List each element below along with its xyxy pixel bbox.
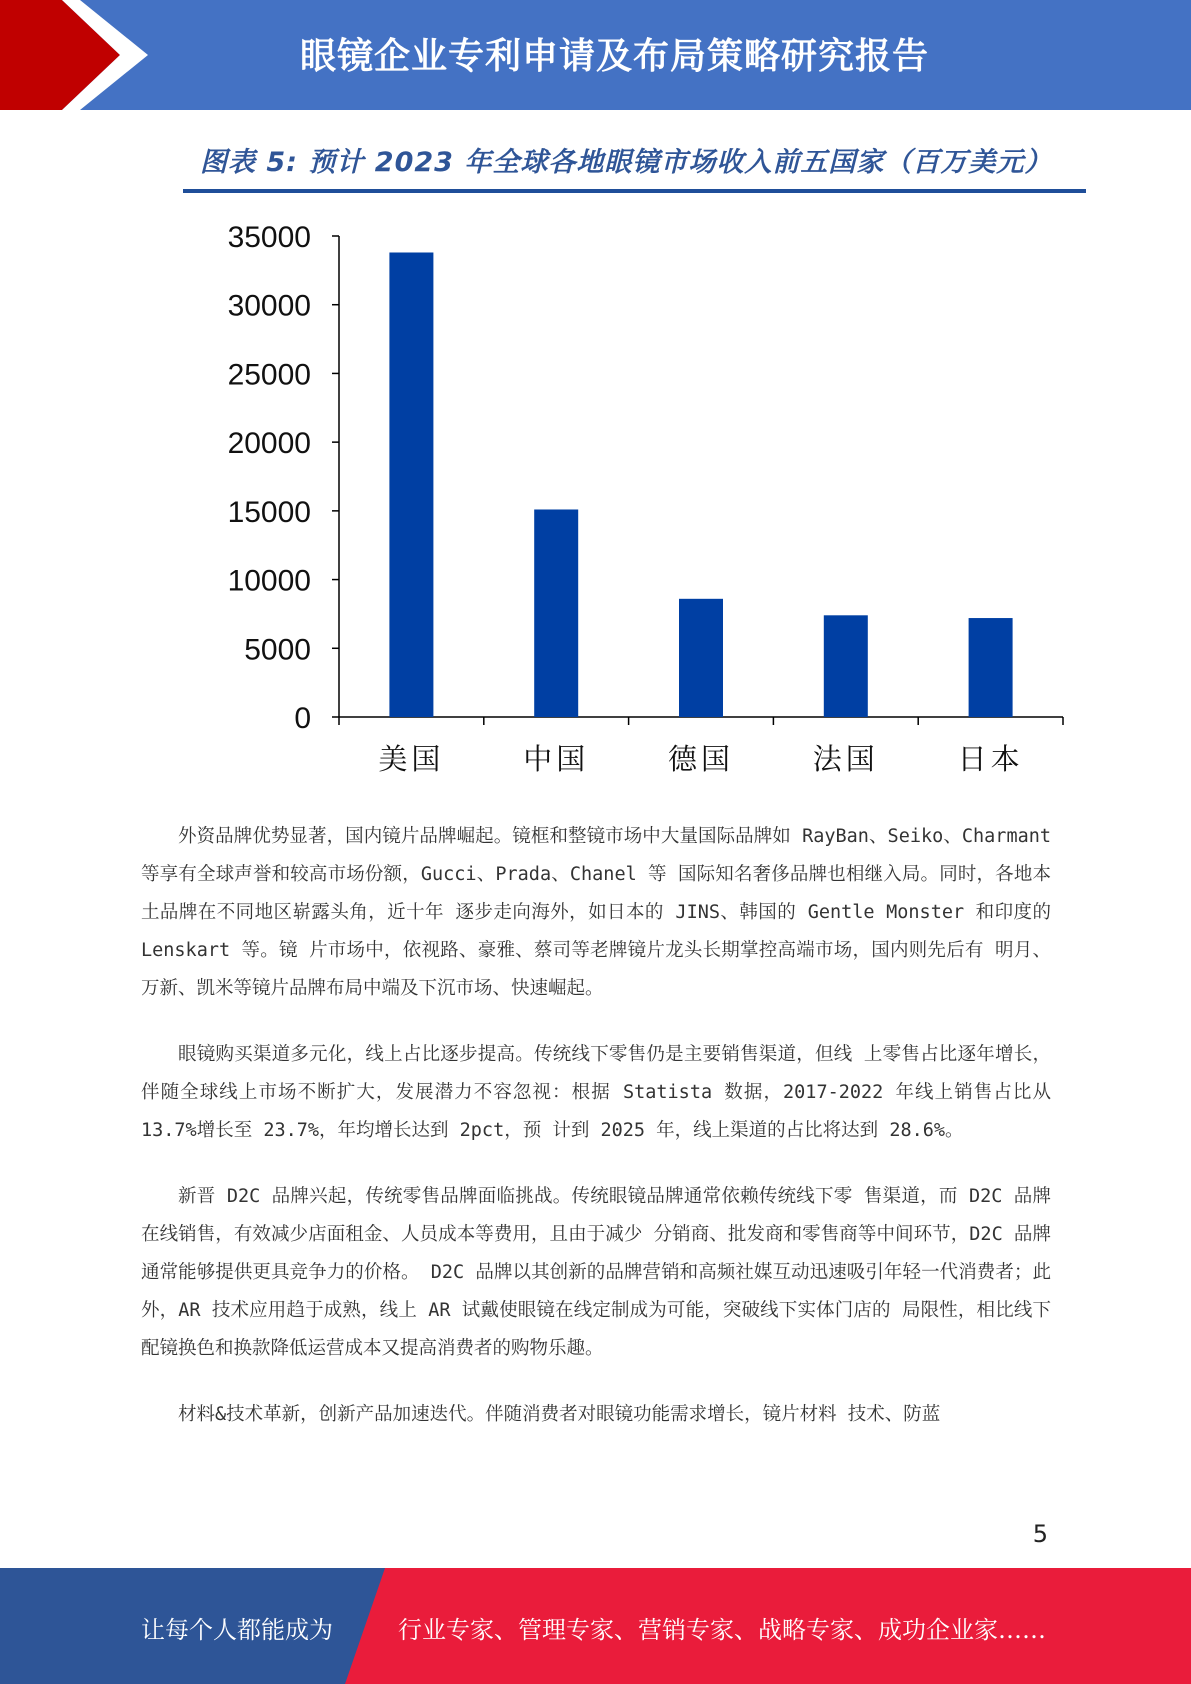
report-title: 眼镜企业专利申请及布局策略研究报告: [300, 36, 930, 77]
paragraph-brands: 外资品牌优势显著，国内镜片品牌崛起。镜框和整镜市场中大量国际品牌如 RayBan、Seiko、Charmant 等享有全球声誉和较高市场份额，Gucci、Prada、Chanel 等 国际知名奢侈品牌也相继入局。同时，各地本土品牌在不同地区崭露头角，近十年 逐步走向海外，如日本的 JINS、韩国的 Gentle Monster 和印度的 Lenskart 等。镜 片市场中，依视路、豪雅、蔡司等老牌镜片龙头长期掌控高端市场，国内则先后有 明月、万新、凯米等镜片品牌布局中端及下沉市场、快速崛起。: [141, 826, 1051, 999]
y-tick-label: 0: [294, 702, 311, 735]
paragraph-channels: 眼镜购买渠道多元化，线上占比逐步提高。传统线下零售仍是主要销售渠道，但线 上零售占比逐年增长，伴随全球线上市场不断扩大，发展潜力不容忽视：根据 Statista 数据，2017-2022 年线上销售占比从 13.7%增长至 23.7%，年均增长达到 2pct，预 计到 2025 年，线上渠道的占比将达到 28.6%。: [141, 1044, 1051, 1141]
y-tick-label: 5000: [244, 633, 311, 667]
footer-slogan-right: 行业专家、管理专家、营销专家、战略专家、成功企业家……: [398, 1616, 1046, 1644]
caption-divider: [183, 189, 1086, 193]
page-number: 5: [1032, 1520, 1048, 1548]
report-body: [141, 818, 1051, 1462]
bar: [824, 615, 868, 717]
figure-caption: 图表 5: 预计 2023 年全球各地眼镜市场收入前五国家（百万美元）: [200, 147, 1053, 178]
x-tick-label: 法国: [812, 742, 879, 776]
bar: [679, 599, 723, 717]
bar: [389, 252, 433, 717]
paragraph-materials: 材料&技术革新，创新产品加速迭代。伴随消费者对眼镜功能需求增长，镜片材料 技术、防蓝: [178, 1404, 941, 1425]
x-tick-label: 德国: [667, 742, 735, 776]
x-tick-label: 美国: [378, 742, 445, 776]
footer-slogan-left: 让每个人都能成为: [141, 1616, 333, 1644]
header-arrow-decoration: [0, 0, 150, 110]
bar: [969, 618, 1013, 717]
y-tick-label: 20000: [227, 427, 311, 461]
y-tick-label: 30000: [227, 289, 311, 323]
x-tick-label: 中国: [523, 742, 590, 776]
revenue-bar-chart: [170, 200, 1090, 790]
y-tick-label: 15000: [227, 495, 311, 529]
paragraph-d2c: 新晋 D2C 品牌兴起，传统零售品牌面临挑战。传统眼镜品牌通常依赖传统线下零 售渠道，而 D2C 品牌在线销售，有效减少店面租金、人员成本等费用，且由于减少 分销商、批发商和零售商等中间环节，D2C 品牌通常能够提供更具竞争力的价格。 D2C 品牌以其创新的品牌营销和高频社媒互动迅速吸引年轻一代消费者；此外，AR 技术应用趋于成熟，线上 AR 试戴使眼镜在线定制成为可能，突破线下实体门店的 局限性，相比线下配镜换色和换款降低运营成本又提高消费者的购物乐趣。: [141, 1186, 1051, 1359]
y-tick-label: 10000: [227, 564, 311, 598]
x-tick-label: 日本: [957, 742, 1024, 776]
page-header: [0, 0, 1191, 110]
bar: [534, 509, 578, 717]
y-tick-label: 35000: [227, 221, 311, 254]
y-tick-label: 25000: [227, 358, 311, 392]
page-footer: [0, 1568, 1191, 1684]
